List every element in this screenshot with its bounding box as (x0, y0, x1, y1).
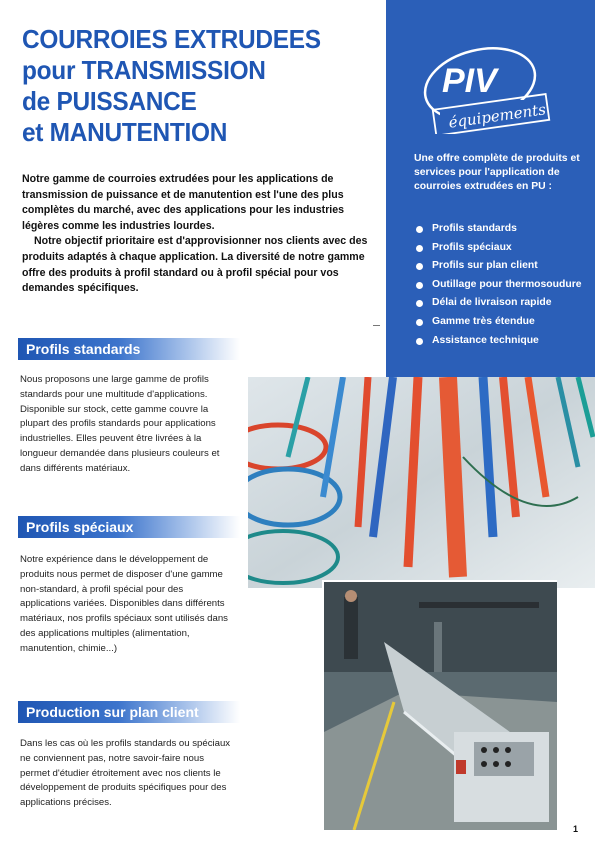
title-line-3: de PUISSANCE (22, 86, 197, 116)
section-header-standards (18, 338, 240, 360)
title-line-1: COURROIES EXTRUDEES (22, 24, 321, 54)
piv-logo (420, 42, 552, 134)
divider (373, 325, 380, 326)
section-text-standards: Nous proposons une large gamme de profils standards pour une multitude d'applications. Disponible sur stock, cette gamme couvre la plupart des profils standards pour applications industrielles. Elles peuvent être livrées à la longueur demandée dans plusieurs couleurs et dans différents matériaux. (20, 374, 220, 474)
title-line-4: et MANUTENTION (22, 117, 228, 147)
list-item: Gamme très étendue (414, 313, 589, 332)
page-number: 1 (573, 824, 579, 834)
list-item: Assistance technique (414, 332, 589, 351)
list-item: Délai de livraison rapide (414, 294, 589, 313)
intro-paragraph-2: Notre objectif prioritaire est d'approvisionner nos clients avec des produits adaptés à chaque application. La diversité de notre gamme offre des produits à profil standard ou à profil spécial pour vos demandes spécifiques. (22, 235, 368, 295)
list-item: Outillage pour thermosoudure (414, 276, 589, 295)
section-text-plan-client: Dans les cas où les profils standards ou spéciaux ne conviennent pas, notre savoir-faire nous permet d'étudier étroitement avec nos clients le développement de produits spécifiques pour des applications précises. (20, 738, 231, 809)
factory-photo (322, 580, 557, 830)
section-title: Profils standards (26, 341, 141, 357)
list-item: Profils spéciaux (414, 239, 589, 258)
section-header-plan-client (18, 701, 240, 723)
section-text-speciaux: Notre expérience dans le développement de produits nous permet de disposer d'une gamme non-standard, à profil spécial pour des applications variées. Disponibles dans différents matériaux, nos profils spéciaux sont utilisés dans des applications multiples (alimentation, manutention, chimie...) (20, 554, 228, 654)
list-item: Profils standards (414, 220, 589, 239)
belts-photo (248, 377, 595, 588)
offer-text: Une offre complète de produits et services pour l'application de courroies extrudées en PU : (414, 153, 580, 192)
logo-main-text: PIV (442, 62, 497, 100)
page-title (22, 24, 360, 148)
offer-list (414, 220, 589, 350)
section-header-speciaux (18, 516, 240, 538)
section-title: Profils spéciaux (26, 519, 134, 535)
list-item: Profils sur plan client (414, 257, 589, 276)
logo-sub-text: équipements (447, 100, 547, 132)
intro-paragraph-1: Notre gamme de courroies extrudées pour les applications de transmission de puissance et de manutention est l'une des plus complètes du marché, avec des applications pour les industries légères comme les industries lourdes. (22, 173, 345, 232)
section-title: Production sur plan client (26, 704, 199, 720)
title-line-2: pour TRANSMISSION (22, 55, 266, 85)
intro-text (22, 172, 378, 297)
